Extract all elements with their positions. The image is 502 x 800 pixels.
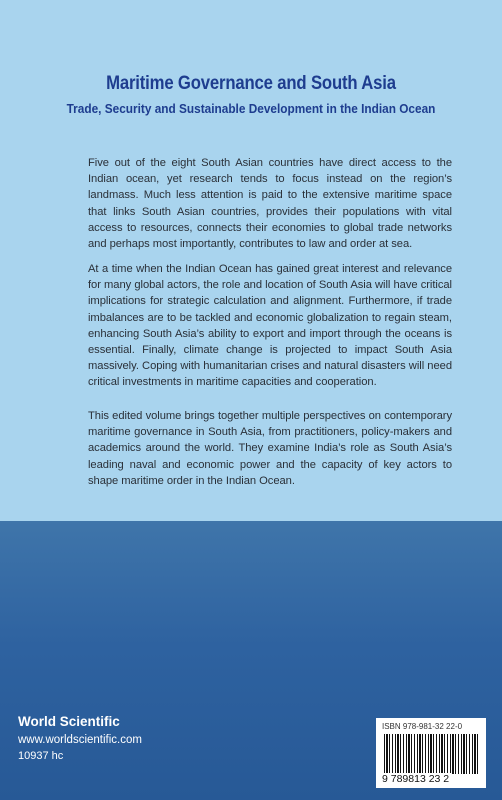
barcode-panel [376, 718, 486, 788]
catalog-code: 10937 hc [18, 750, 64, 762]
blurb-paragraph-3: This edited volume brings together multiple perspectives on contemporary maritime governance in South Asia, from practitioners, policy-makers and academics around the world. They examine India’s role as South Asia’s leading naval and economic power and the capacity of key actors to shape maritime order in the Indian Ocean. [88, 410, 452, 487]
publisher-url: www.worldscientific.com [18, 734, 142, 746]
publisher-name: World Scientific [18, 714, 120, 729]
blurb-paragraph-1: Five out of the eight South Asian countries have direct access to the Indian ocean, yet research tends to focus instead on the region’s landmass. Much less attention is paid to the extensive maritime space that links South Asian countries, provides their populations with vital access to resources, connects their economies to global trade networks and perhaps most importantly, contributes to law and order at sea. [88, 157, 452, 251]
book-subtitle: Trade, Security and Sustainable Development in the Indian Ocean [66, 101, 436, 116]
book-title: Maritime Governance and South Asia [106, 73, 396, 94]
blurb-paragraph-2: At a time when the Indian Ocean has gained great interest and relevance for many global actors, the role and location of South Asia will have critical implications for strategic calculation and alignment. Furthermore, if trade imbalances are to be tackled and economic globalization to regain steam, enhancing South Asia’s ability to export and import through the oceans is essential. Finally, climate change is projected to impact South Asia massively. Coping with humanitarian crises and natural disasters will need critical investments in maritime capacities and cooperation. [88, 263, 452, 389]
isbn-label: ISBN 978-981-32 22-0 [382, 722, 463, 731]
barcode-image [384, 734, 478, 774]
barcode-digits: 9 789813 23 2 [382, 773, 450, 785]
